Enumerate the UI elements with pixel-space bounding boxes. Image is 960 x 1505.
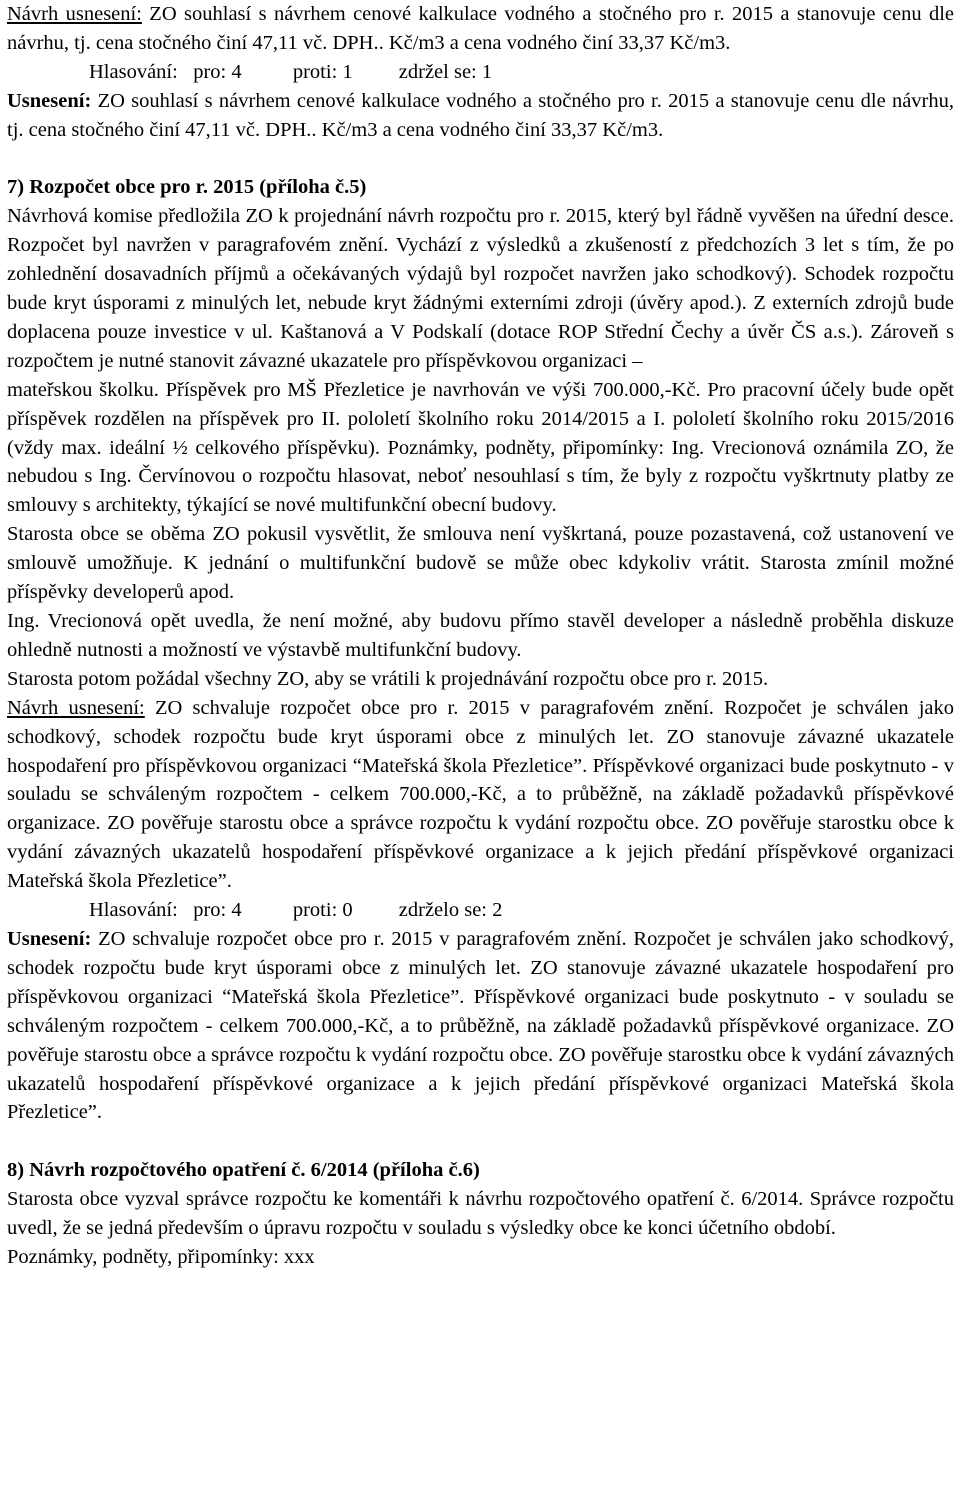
vote-for: pro: 4 (193, 899, 242, 922)
resolution-label: Usnesení: (7, 89, 92, 112)
section-title-7: 7) Rozpočet obce pro r. 2015 (příloha č.5) (7, 176, 367, 199)
spacer (7, 1127, 954, 1156)
notes-paragraph: Poznámky, podněty, připomínky: xxx (7, 1245, 315, 1268)
proposal-text: ZO schvaluje rozpočet obce pro r. 2015 v paragrafovém znění. Rozpočet je schválen jako schodkový, schodek rozpočtu bude kryt úsporami obce z minulých let. ZO stanovuje závazné ukazatele hospodaření pro příspěvkovou organizaci “Mateřská škola Přezletice”. Příspěvkové organizaci bude poskytnuto - v souladu se schváleným rozpočtem - celkem 700.000,-Kč, a to průběžně, na základě požadavků příspěvkové organizace. ZO pověřuje starostu obce a správce rozpočtu k vydání rozpočtu obce. ZO pověřuje starostku obce k vydání závazných ukazatelů hospodaření příspěvkové organizace a k jejich předání příspěvkové organizaci Mateřská škola Přezletice”. (7, 696, 954, 893)
vote-abstain: zdržel se: 1 (398, 60, 493, 83)
budget-measure-paragraph: Starosta obce vyzval správce rozpočtu ke komentáři k návrhu rozpočtového opatření č. 6/2014. Správce rozpočtu uvedl, že se jedná především o úpravu rozpočtu v souladu s výsledky obce ke konci účetního období. (7, 1188, 954, 1240)
section-title-8: 8) Návrh rozpočtového opatření č. 6/2014 (příloha č.6) (7, 1159, 480, 1182)
vote-for: pro: 4 (193, 60, 242, 83)
resolution-text: ZO schvaluje rozpočet obce pro r. 2015 v paragrafovém znění. Rozpočet je schválen jako schodkový, schodek rozpočtu bude kryt úsporami obce z minulých let. ZO stanovuje závazné ukazatele hospodaření pro příspěvkovou organizaci “Mateřská škola Přezletice”. Příspěvkové organizaci bude poskytnuto - v souladu se schváleným rozpočtem - celkem 700.000,-Kč, a to průběžně, na základě požadavků příspěvkové organizace. ZO pověřuje starostu obce a správce rozpočtu k vydání rozpočtu obce. ZO pověřuje starostku obce k vydání závazných ukazatelů hospodaření příspěvkové organizace a k jejich předání příspěvkové organizaci Mateřská škola Přezletice”. (7, 927, 954, 1124)
vote-abstain: zdrželo se: 2 (398, 899, 503, 922)
proposal-label: Návrh usnesení: (7, 3, 142, 25)
proposal-paragraph (7, 694, 954, 896)
spacer (7, 145, 954, 174)
proposal-text: ZO souhlasí s návrhem cenové kalkulace vodného a stočného pro r. 2015 a stanovuje cenu dle návrhu, tj. cena stočného činí 47,11 vč. DPH.. Kč/m3 a cena vodného činí 33,37 Kč/m3. (7, 3, 954, 54)
proposal-paragraph (7, 0, 954, 58)
budget-paragraph-4: Ing. Vrecionová opět uvedla, že není možné, aby budovu přímo stavěl developer a následně proběhla diskuze ohledně nutnosti a možností ve výstavbě multifunkční budovy. (7, 610, 954, 661)
vote-against: proti: 1 (292, 60, 353, 83)
resolution-text: ZO souhlasí s návrhem cenové kalkulace vodného a stočného pro r. 2015 a stanovuje cenu dle návrhu, tj. cena stočného činí 47,11 vč. DPH.. Kč/m3 a cena vodného činí 33,37 Kč/m3. (7, 89, 954, 141)
vote-line (7, 896, 954, 925)
budget-paragraph-5: Starosta potom požádal všechny ZO, aby se vrátili k projednávání rozpočtu obce pro r. 2015. (7, 667, 769, 690)
resolution-paragraph (7, 925, 954, 1127)
vote-line (7, 58, 954, 87)
budget-paragraph-3: Starosta obce se oběma ZO pokusil vysvětlit, že smlouva není vyškrtaná, pouze pozastavená, což ustanovení ve smlouvě umožňuje. K jednání o multifunkční budově se může obec kdykoliv vrátit. Starosta zmínil možné příspěvky developerů apod. (7, 523, 954, 604)
budget-paragraph-1: Návrhová komise předložila ZO k projednání návrh rozpočtu pro r. 2015, který byl řádně vyvěšen na úřední desce. Rozpočet byl navržen v paragrafovém znění. Vychází z výsledků a zkušeností z předchozích 3 let s tím, že po zohlednění dosavadních příjmů a očekávaných výdajů byl rozpočet navržen jako schodkový). Schodek rozpočtu bude kryt úsporami z minulých let, nebude kryt žádnými externími zdroji (úvěry apod.). Z externích zdrojů bude doplacena pouze investice v ul. Kaštanová a V Podskalí (dotace ROP Střední Čechy a úvěr ČS a.s.). Zároveň s rozpočtem je nutné stanovit závazné ukazatele pro příspěvkovou organizaci – (7, 205, 954, 372)
budget-paragraph-2: mateřskou školku. Příspěvek pro MŠ Přezletice je navrhován ve výši 700.000,-Kč. Pro pracovní účely bude opět příspěvek rozdělen na příspěvek pro II. pololetí školního roku 2014/2015 a I. pololetí školního roku 2015/2016 (vždy max. ideální ½ celkového příspěvku). Poznámky, podněty, připomínky: Ing. Vrecionová oznámila ZO, že nebudou s Ing. Červínovou o rozpočtu hlasovat, neboť nesouhlasí s tím, že byly z rozpočtu vyškrtnuty platby ze smlouvy s architekty, týkající se nové multifunkční obecní budovy. (7, 378, 954, 517)
vote-label: Hlasování: (89, 899, 178, 922)
vote-label: Hlasování: (89, 60, 178, 83)
vote-against: proti: 0 (292, 899, 353, 922)
proposal-label: Návrh usnesení: (7, 696, 145, 719)
resolution-label: Usnesení: (7, 927, 92, 950)
resolution-paragraph (7, 87, 954, 145)
document-page (7, 0, 954, 1272)
